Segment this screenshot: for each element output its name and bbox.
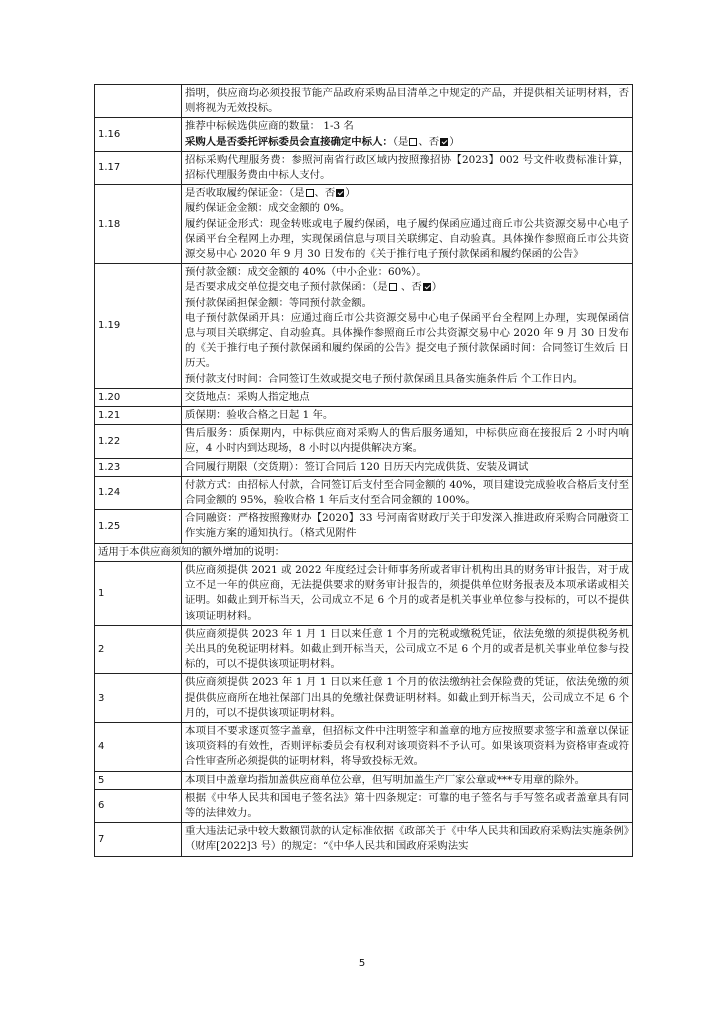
content-line: 付款方式：由招标人付款，合同签订后支付至合同金额的 40%，项目建设完成验收合格后支付至合同金额的 95%，验收合格 1 年后支付至合同金额的 100%。: [185, 478, 629, 507]
content-line: 履约保证金形式：现金转账或电子履约保函，电子履约保函应通过商丘市公共资源交易中心电子保函平台全程网上办理，实现保函信息与项目关联绑定、自动验真。具体操作参照商丘市公共资源交易中心 2020 年 9 月 30 日发布的《关于推行电子预付款保函和履约保函的公告》: [185, 217, 629, 261]
table-row: [95, 510, 633, 543]
row-content: [182, 388, 633, 406]
row-number: 1.21: [95, 407, 182, 425]
check-line-label: 采购人是否委托评标委员会直接确定中标人：: [185, 135, 393, 148]
checkbox-checked-icon: [440, 138, 448, 146]
check-line: [185, 186, 629, 201]
extra-row-number: 7: [95, 823, 182, 856]
row-number: 1.19: [95, 264, 182, 389]
extra-row: [95, 823, 633, 856]
row-number: 1.22: [95, 425, 182, 458]
extra-row-number: 6: [95, 789, 182, 822]
extra-row-content: 供应商须提供 2023 年 1 月 1 日以来任意 1 个月的依法缴纳社会保险费的凭证，依法免缴的须提供供应商所在地社保部门出具的免缴社保费证明材料。如截止到开标当天，公司成立不足 6 个月的，可以不提供该项证明材料。: [182, 674, 633, 723]
check-line: [185, 135, 629, 150]
extra-header: 适用于本供应商须知的额外增加的说明：: [95, 543, 633, 561]
table-row: [95, 264, 633, 389]
extra-row: [95, 771, 633, 789]
extra-row-content: 根据《中华人民共和国电子签名法》第十四条规定：可靠的电子签名与手写签名或者盖章具有同等的法律效力。: [182, 789, 633, 822]
extra-row-content: 重大违法记录中较大数额罚款的认定标准依据《政部关于《中华人民共和国政府采购法实施条例》（财库[2022]3 号）的规定：“《中华人民共和国政府采购法实: [182, 823, 633, 856]
checkbox-empty-icon: [389, 283, 397, 291]
content-line: 指明，供应商均必须投报节能产品政府采购品目清单之中规定的产品，并提供相关证明材料，否则将视为无效投标。: [185, 87, 629, 115]
extra-row-number: 1: [95, 561, 182, 625]
checkbox-empty-icon: [409, 138, 417, 146]
table-row: [95, 118, 633, 151]
row-number: [95, 85, 182, 118]
check-line-yes: （是: [392, 135, 409, 148]
row-content: [182, 85, 633, 118]
extra-row-number: 5: [95, 771, 182, 789]
extra-row: [95, 561, 633, 625]
checkbox-checked-icon: [423, 283, 431, 291]
content-line: 电子预付款保函开具：应通过商丘市公共资源交易中心电子保函平台全程网上办理，实现保函信息与项目关联绑定、自动验真。具体操作参照商丘市公共资源交易中心 2020 年 9 月 30 日发布的《关于推行电子预付款保函和履约保函的公告》提交电子预付款保函时间：合同签订生效后 日历天。: [185, 311, 629, 370]
extra-row-content: 本项目不要求逐页签字盖章，但招标文件中注明签字和盖章的地方应按照要求签字和盖章以保证该项资料的有效性，否则评标委员会有权利对该项资料不予认可。如果该项资料为资格审查或符合性审查所必须提供的证明材料，将导致投标无效。: [182, 722, 633, 771]
row-content: [182, 458, 633, 476]
row-content: [182, 510, 633, 543]
bid-notice-table: [94, 84, 633, 857]
row-number: 1.20: [95, 388, 182, 406]
row-number: 1.18: [95, 185, 182, 264]
content-line: 质保期：验收合格之日起 1 年。: [185, 409, 334, 422]
row-number: 1.17: [95, 151, 182, 184]
check-line: [185, 280, 629, 295]
content-line: 交货地点：采购人指定地点: [185, 390, 310, 403]
extra-row-content: 本项目中盖章均指加盖供应商单位公章，但写明加盖生产厂家公章或***专用章的除外。: [182, 771, 633, 789]
row-content: [182, 425, 633, 458]
table-row: [95, 425, 633, 458]
check-line-no: 、否: [397, 281, 422, 294]
table-row: [95, 388, 633, 406]
extra-row: [95, 789, 633, 822]
extra-row: [95, 722, 633, 771]
table-row: [95, 458, 633, 476]
table-row: [95, 185, 633, 264]
check-line-label: 是否收取履约保证金：（是: [185, 187, 305, 200]
row-number: 1.25: [95, 510, 182, 543]
content-line: 合同融资：严格按照豫财办【2020】33 号河南省财政厅关于印发深入推进政府采购合同融资工作实施方案的通知执行。（格式见附件: [185, 512, 629, 540]
row-number: 1.16: [95, 118, 182, 151]
row-content: [182, 151, 633, 184]
checkbox-empty-icon: [306, 189, 314, 197]
check-line-no: 、否: [314, 187, 336, 200]
document-page: [94, 84, 633, 857]
row-content: [182, 407, 633, 425]
content-line: 推荐中标候选供应商的数量： 1-3 名: [185, 120, 354, 133]
row-content: [182, 185, 633, 264]
row-content: [182, 264, 633, 389]
row-content: [182, 118, 633, 151]
content-line: 售后服务：质保期内，中标供应商对采购人的售后服务通知，中标供应商在接报后 2 小时内响应，4 小时内到达现场，8 小时以内提供解决方案。: [185, 427, 629, 455]
check-line-end: ）: [449, 135, 460, 148]
table-row: [95, 476, 633, 509]
extra-row: [95, 674, 633, 723]
content-line: 预付款支付时间：合同签订生效或提交电子预付款保函且具备实施条件后 个工作日内。: [185, 372, 584, 385]
content-line: 预付款保函担保金额：等同预付款金额。: [185, 296, 373, 309]
extra-row-content: 供应商须提供 2023 年 1 月 1 日以来任意 1 个月的完税或缴税凭证，依法免缴的须提供税务机关出具的免税证明材料。如截止到开标当天，公司成立不足 6 个月的或者是机关事业单位参与投标的，可以不提供该项证明材料。: [182, 625, 633, 674]
content-line: 合同履行期限（交货期）：签订合同后 120 日历天内完成供货、安装及调试: [185, 460, 529, 473]
table-row: [95, 151, 633, 184]
check-line-end: ）: [431, 281, 443, 294]
table-row: [95, 407, 633, 425]
checkbox-checked-icon: [336, 189, 344, 197]
check-line-end: ）: [345, 187, 356, 200]
extra-row-number: 2: [95, 625, 182, 674]
content-line: 预付款金额：成交金额的 40%（中小企业：60%）。: [185, 266, 427, 279]
check-line-no: 、否: [418, 135, 440, 148]
extra-row: [95, 625, 633, 674]
table-row: [95, 85, 633, 118]
extra-row-number: 3: [95, 674, 182, 723]
extra-header-row: [95, 543, 633, 561]
content-line: 履约保证金金额：成交金额的 0%。: [185, 202, 351, 215]
row-number: 1.23: [95, 458, 182, 476]
extra-row-content: 供应商须提供 2021 或 2022 年度经过会计师事务所或者审计机构出具的财务审计报告，对于成立不足一年的供应商，无法提供要求的财务审计报告的，须提供单位财务报表及本项承诺或相关证明。如截止到开标当天，公司成立不足 6 个月的或者是机关事业单位参与投标的，可以不提供该项证明材料。: [182, 561, 633, 625]
row-number: 1.24: [95, 476, 182, 509]
page-number: 5: [358, 958, 366, 969]
row-content: [182, 476, 633, 509]
content-line: 招标采购代理服务费：参照河南省行政区域内按照豫招协【2023】002 号文件收费标准计算，招标代理服务费由中标人支付。: [185, 153, 629, 182]
check-line-label: 是否要求成交单位提交电子预付款保函：（是: [185, 281, 388, 294]
extra-row-number: 4: [95, 722, 182, 771]
